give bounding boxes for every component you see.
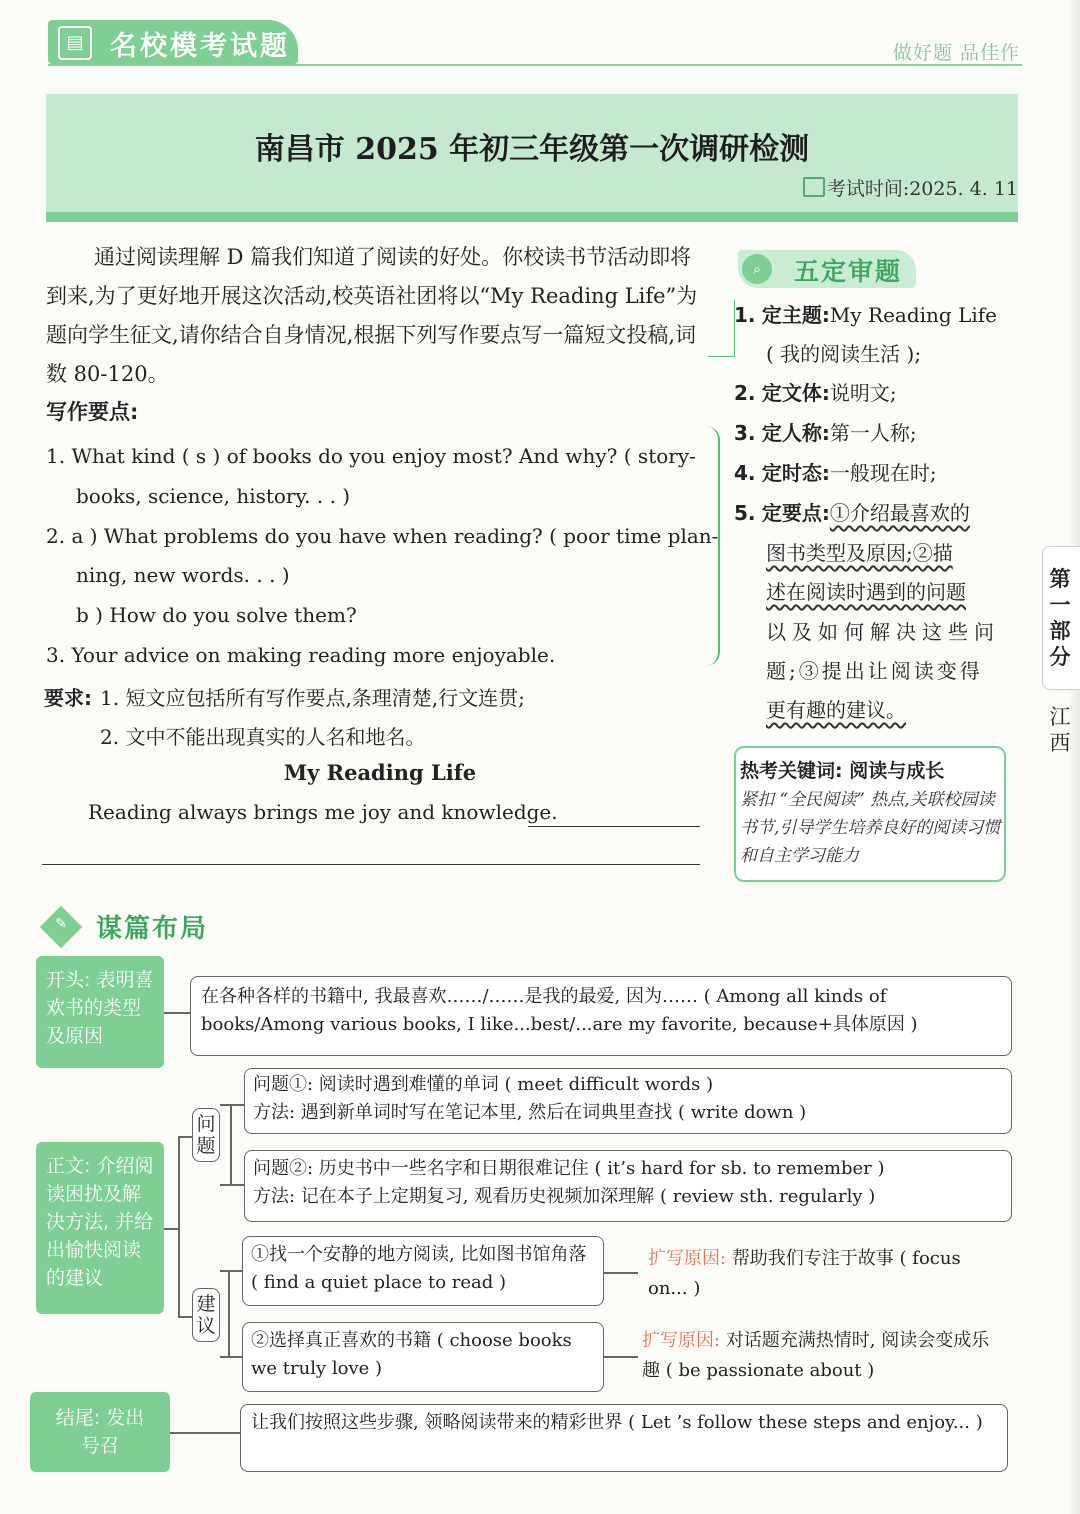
analysis-item-5-line: 述在阅读时遇到的问题 bbox=[766, 580, 966, 604]
connector-line bbox=[164, 1228, 178, 1230]
advice-1-expand bbox=[648, 1244, 978, 1304]
item-number: 5. bbox=[734, 501, 756, 525]
essay-title: My Reading Life bbox=[283, 760, 477, 785]
prompt-intro: 通过阅读理解 D 篇我们知道了阅读的好处。你校读书节活动即将到来,为了更好地开展这次活动,校英语社团将以“My Reading Life”为题向学生征文,请你结合自身情况,根据下列写作要点写一篇短文投稿,词数 80-120。 bbox=[46, 245, 698, 386]
hot-keyword-title: 热考关键词: 阅读与成长 bbox=[740, 760, 945, 782]
opening-label: 开头: 表明喜欢书的类型及原因 bbox=[36, 956, 164, 1068]
problem-2-text: 问题②: 历史书中一些名字和日期很难记住 ( it’s hard for sb. to remember ) bbox=[253, 1158, 885, 1179]
problem-1-method: 方法: 遇到新单词时写在笔记本里, 然后在词典里查找 ( write down ) bbox=[253, 1102, 807, 1123]
analysis-item-1-cont: ( 我的阅读生活 ); bbox=[766, 342, 922, 366]
advice-2-box: ②选择真正喜欢的书籍 ( choose books we truly love ) bbox=[242, 1322, 604, 1392]
advice-label: 建议 bbox=[192, 1288, 220, 1342]
closing-label: 结尾: 发出号召 bbox=[30, 1392, 170, 1472]
analysis-item-5-line: 图书类型及原因;②描 bbox=[766, 541, 953, 565]
point-1-line2: books, science, history. . . ) bbox=[76, 484, 351, 508]
connector-line bbox=[604, 1356, 638, 1358]
bracket-connector bbox=[708, 300, 735, 357]
points-heading: 写作要点: bbox=[46, 400, 139, 424]
item-label: 定时态: bbox=[761, 461, 830, 485]
analysis-item-5-line: 题;③提出让阅读变得 bbox=[766, 659, 983, 683]
analysis-item-5 bbox=[734, 497, 970, 526]
page-edge-shadow bbox=[1068, 0, 1080, 1514]
point-2-line2: ning, new words. . . ) bbox=[76, 563, 290, 587]
answer-blank-line bbox=[42, 864, 700, 865]
requirements-label: 要求: bbox=[44, 686, 92, 710]
exam-title: 南昌市 2025 年初三年级第一次调研检测 bbox=[254, 132, 810, 167]
connector-line bbox=[220, 1356, 242, 1358]
slogan: 做好题 品佳作 bbox=[892, 42, 1020, 64]
advice-1-box: ①找一个安静的地方阅读, 比如图书馆角落 ( find a quiet place to read ) bbox=[242, 1236, 604, 1306]
banner-underline bbox=[46, 212, 1018, 222]
connector-line bbox=[220, 1184, 244, 1186]
analysis-item-4 bbox=[734, 457, 937, 486]
item-label: 定人称: bbox=[761, 421, 830, 445]
problem-2-box bbox=[244, 1150, 1012, 1222]
connector-line bbox=[220, 1270, 242, 1272]
problem-1-box bbox=[244, 1068, 1012, 1134]
analysis-item-2 bbox=[734, 377, 897, 406]
advice-2-expand bbox=[642, 1326, 992, 1386]
header-rule bbox=[48, 64, 1022, 66]
connector-line bbox=[178, 1136, 192, 1138]
item-text: 说明文; bbox=[829, 381, 897, 405]
connector-line bbox=[178, 1136, 180, 1316]
essay-first-line: Reading always brings me joy and knowledge. bbox=[88, 800, 558, 824]
closing-text: 让我们按照这些步骤, 领略阅读带来的精彩世界 ( Let ’s follow these steps and enjoy... ) bbox=[240, 1404, 1008, 1472]
item-label: 定文体: bbox=[761, 381, 830, 405]
exam-time: 考试时间:2025. 4. 11 bbox=[826, 178, 1018, 200]
opening-text: 在各种各样的书籍中, 我最喜欢……/……是我的最爱, 因为…… ( Among all kinds of books/Among various books, I like...best/...are my favorite, because+具体原因 ) bbox=[190, 976, 1012, 1056]
answer-blank-line bbox=[528, 826, 700, 827]
analysis-item-5-line: 更有趣的建议。 bbox=[766, 698, 906, 722]
connector-line bbox=[230, 1104, 232, 1184]
item-text: My Reading Life bbox=[829, 303, 997, 327]
point-2-line3: b ) How do you solve them? bbox=[76, 603, 357, 627]
point-3-line1: 3. Your advice on making reading more enjoyable. bbox=[46, 643, 556, 667]
problem-2-method: 方法: 记在本子上定期复习, 观看历史视频加深理解 ( review sth. regularly ) bbox=[253, 1186, 876, 1207]
item-text: 一般现在时; bbox=[829, 461, 937, 485]
point-2-line1: 2. a ) What problems do you have when reading? ( poor time plan- bbox=[46, 524, 719, 548]
connector-line bbox=[220, 1104, 244, 1106]
outline-title: 谋篇布局 bbox=[96, 914, 209, 944]
side-part-label: 第一部分 bbox=[1049, 567, 1071, 669]
problems-label: 问题 bbox=[192, 1108, 220, 1162]
exam-paper-icon: ▤ bbox=[58, 26, 92, 60]
item-label: 定要点: bbox=[761, 501, 830, 525]
item-text: ①介绍最喜欢的 bbox=[829, 501, 970, 525]
hot-keyword-text: 紧扣 “全民阅读” 热点,关联校园读书节,引导学生培养良好的阅读习惯和自主学习能力 bbox=[740, 790, 1001, 866]
analysis-item-1 bbox=[734, 299, 997, 328]
side-region-label: 江西 bbox=[1049, 705, 1071, 755]
connector-line bbox=[604, 1272, 638, 1274]
requirement-2: 2. 文中不能出现真实的人名和地名。 bbox=[100, 725, 426, 749]
connector-line bbox=[170, 1432, 240, 1434]
point-1-line1: 1. What kind ( s ) of books do you enjoy most? And why? ( story- bbox=[46, 444, 696, 468]
connector-line bbox=[178, 1316, 192, 1318]
connector-line bbox=[164, 1012, 192, 1014]
calendar-icon bbox=[803, 177, 825, 197]
item-number: 3. bbox=[734, 421, 756, 445]
requirement-1: 1. 短文应包括所有写作要点,条理清楚,行文连贯; bbox=[100, 686, 525, 710]
brace-connector bbox=[706, 426, 720, 666]
analysis-item-3 bbox=[734, 417, 917, 446]
magnifier-icon: ⌕ bbox=[742, 254, 772, 284]
plan-icon-glyph: ✎ bbox=[55, 916, 67, 932]
item-number: 4. bbox=[734, 461, 756, 485]
item-number: 2. bbox=[734, 381, 756, 405]
analysis-item-5-line: 以及如何解决这些问 bbox=[766, 620, 1000, 644]
item-text: 第一人称; bbox=[829, 421, 917, 445]
analysis-title: 五定审题 bbox=[794, 257, 903, 286]
problem-1-text: 问题①: 阅读时遇到难懂的单词 ( meet difficult words ) bbox=[253, 1074, 714, 1095]
expand-reason-label: 扩写原因: bbox=[642, 1330, 721, 1351]
item-label: 定主题: bbox=[761, 303, 830, 327]
expand-reason-text: 帮助我们专注于故事 ( focus on... ) bbox=[648, 1248, 961, 1299]
expand-reason-text: 对话题充满热情时, 阅读会变成乐趣 ( be passionate about ) bbox=[642, 1330, 990, 1381]
item-number: 1. bbox=[734, 303, 756, 327]
expand-reason-label: 扩写原因: bbox=[648, 1248, 727, 1269]
section-title: 名校模考试题 bbox=[110, 31, 290, 62]
connector-line bbox=[228, 1270, 230, 1356]
body-label: 正文: 介绍阅读困扰及解决方法, 并给出愉快阅读的建议 bbox=[36, 1142, 164, 1314]
